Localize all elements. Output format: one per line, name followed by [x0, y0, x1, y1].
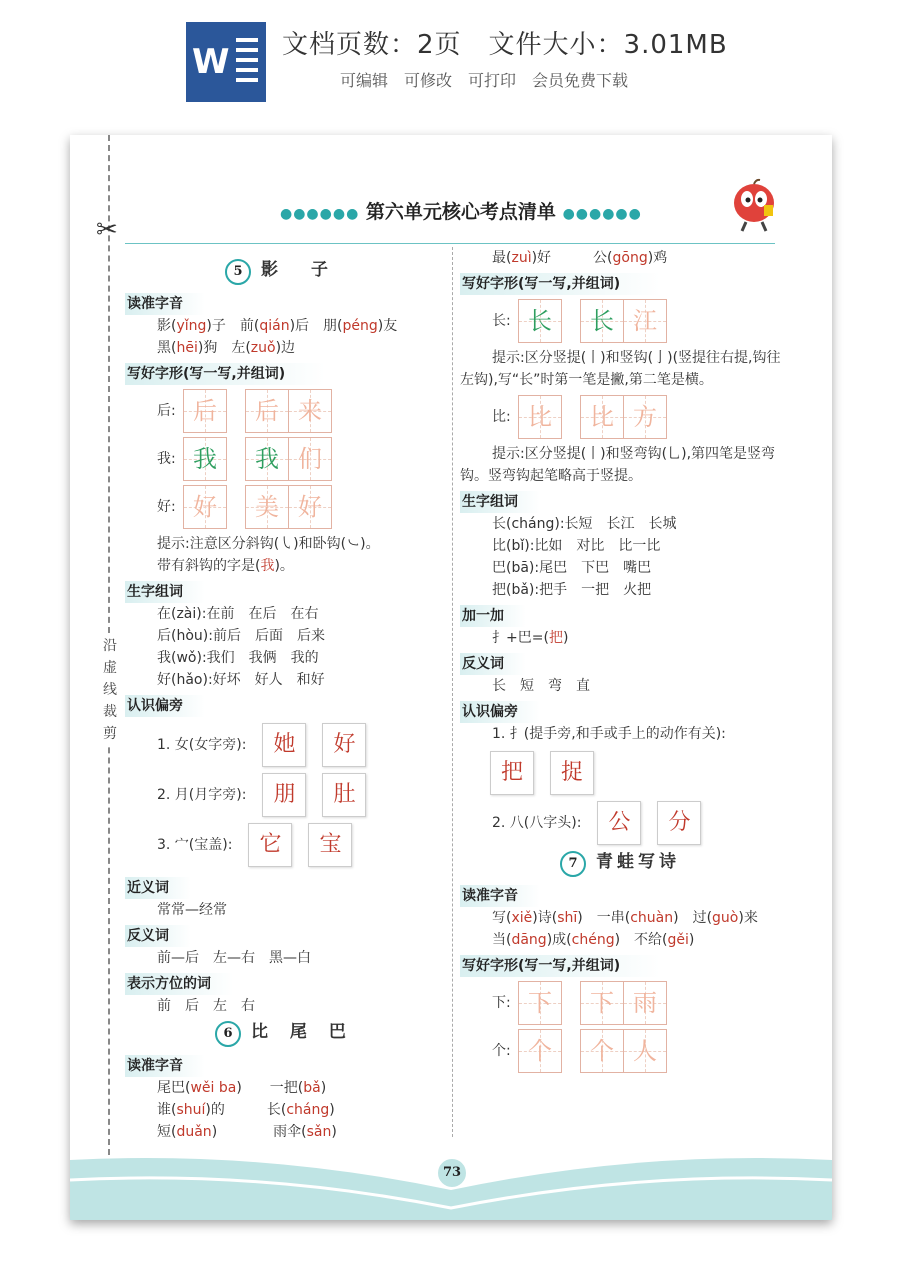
lesson-7-number: 7 — [560, 851, 586, 877]
tian-grid-box — [289, 389, 332, 433]
l7-read-line-2: 当(dāng)成(chéng) 不给(gěi) — [492, 932, 695, 948]
r-radical-2: 2. 八(八字头): — [492, 815, 582, 831]
lesson-7-heading — [560, 851, 790, 877]
grid-char: 方 — [633, 403, 657, 431]
tian-grid-box — [245, 485, 289, 529]
section-antonym-label: 反义词 — [125, 925, 191, 947]
l6-read-line-3: 短(duǎn) 雨伞(sǎn) — [157, 1124, 337, 1140]
pinyin-text: yǐng — [176, 318, 207, 334]
scissors-icon: ✂ — [96, 215, 118, 245]
r-write-rows-2 — [460, 395, 790, 439]
section-read-label: 读准字音 — [125, 293, 205, 315]
radical-example-char: 朋 — [262, 773, 306, 817]
document-page — [70, 135, 832, 1220]
radical-row — [157, 723, 445, 767]
word-list-item: 巴(bā):尾巴 下巴 嘴巴 — [492, 560, 652, 576]
l6-read-line-1: 尾巴(wěi ba) 一把(bǎ) — [157, 1080, 327, 1096]
radical-label: 3. 宀(宝盖): — [157, 837, 233, 853]
pinyin-text: zuì — [511, 250, 532, 266]
write-row — [157, 389, 445, 433]
l5-write-rows — [125, 389, 445, 529]
pinyin-text: hēi — [176, 340, 198, 356]
left-column — [125, 255, 445, 1143]
r-write-label-7: 写好字形(写一写,并组词) — [460, 955, 660, 977]
tian-grid-box — [518, 299, 562, 343]
word-grid-pair — [245, 389, 332, 433]
section-write-label: 写好字形(写一写,并组词) — [125, 363, 325, 385]
tian-grid-box — [183, 389, 227, 433]
pinyin-text: duǎn — [176, 1124, 212, 1140]
l5-tip-1: 提示:注意区分斜钩(㇂)和卧钩(㇃)。 — [157, 536, 380, 552]
r-antonym-text: 长 短 弯 直 — [492, 678, 590, 694]
write-row — [492, 299, 790, 343]
word-grid-pair — [580, 1029, 667, 1073]
pinyin-text: shuí — [176, 1102, 206, 1118]
radical-example-char: 捉 — [550, 751, 594, 795]
tian-grid-box — [245, 437, 289, 481]
write-row-label: 后: — [157, 403, 176, 419]
grid-char: 好 — [193, 493, 217, 521]
word-grid-pair — [580, 981, 667, 1025]
grid-char: 个 — [528, 1037, 552, 1065]
radical-example-char: 肚 — [322, 773, 366, 817]
apple-mascot-icon — [730, 177, 778, 233]
grid-char: 比 — [590, 403, 614, 431]
grid-char: 我 — [255, 445, 279, 473]
radical-example-char: 公 — [597, 801, 641, 845]
pinyin-text: dāng — [511, 932, 547, 948]
radical-example-char: 宝 — [308, 823, 352, 867]
l6-read-line-2: 谁(shuí)的 长(cháng) — [157, 1102, 335, 1118]
r-top-line: 最(zuì)好 公(gōng)鸡 — [492, 250, 668, 266]
grid-char: 长 — [528, 307, 552, 335]
grid-char: 下 — [528, 989, 552, 1017]
write-row — [492, 1029, 790, 1073]
pinyin-text: xiě — [511, 910, 533, 926]
tian-grid-box — [183, 437, 227, 481]
pinyin-text: chuàn — [630, 910, 674, 926]
word-grid-pair — [580, 299, 667, 343]
pinyin-text: guò — [712, 910, 739, 926]
word-list-item: 把(bǎ):把手 一把 火把 — [492, 582, 652, 598]
r-tip-b: 提示:区分竖提(丨)和竖弯钩(乚),第四笔是竖弯钩。竖弯钩起笔略高于竖提。 — [460, 446, 776, 484]
tian-grid-box — [245, 389, 289, 433]
tian-grid-box — [289, 485, 332, 529]
lesson-6-title: 比 尾 巴 — [251, 1022, 354, 1042]
r-add-label: 加一加 — [460, 605, 526, 627]
pinyin-text: cháng — [286, 1102, 330, 1118]
r-radical-1: 1. 扌(提手旁,和手或手上的动作有关): — [492, 726, 726, 742]
right-column — [460, 247, 790, 1077]
grid-char: 江 — [633, 307, 657, 335]
grid-char: 后 — [193, 397, 217, 425]
lesson-5-heading — [225, 259, 445, 285]
title-underline — [125, 243, 775, 244]
grid-char: 们 — [298, 445, 322, 473]
write-row — [157, 485, 445, 529]
title-dots-right: ●●●●●● — [562, 206, 642, 222]
r-read-label: 读准字音 — [460, 885, 540, 907]
tian-grid-box — [624, 981, 667, 1025]
pinyin-text: qián — [259, 318, 290, 334]
tian-grid-box — [518, 981, 562, 1025]
write-row-label: 比: — [492, 409, 511, 425]
write-row-label: 下: — [492, 995, 511, 1011]
grid-char: 来 — [298, 397, 322, 425]
word-list-item: 我(wǒ):我们 我俩 我的 — [157, 650, 319, 666]
write-row — [492, 981, 790, 1025]
section-radical-label: 认识偏旁 — [125, 695, 205, 717]
write-row-label: 长: — [492, 313, 511, 329]
l7-read-line-1: 写(xiě)诗(shī) 一串(chuàn) 过(guò)来 — [492, 910, 758, 926]
lesson-6-number: 6 — [215, 1021, 241, 1047]
section-direction-label: 表示方位的词 — [125, 973, 233, 995]
doc-info-title: 文档页数：2页 文件大小：3.01MB — [282, 30, 728, 60]
radical-label: 2. 月(月字旁): — [157, 787, 247, 803]
tian-grid-box — [580, 1029, 624, 1073]
r-radical-2-chars — [581, 801, 701, 845]
pinyin-text: chéng — [571, 932, 615, 948]
r-write-label: 写好字形(写一写,并组词) — [460, 273, 660, 295]
write-row — [157, 437, 445, 481]
l5-read-line-1: 影(yǐng)子 前(qián)后 朋(péng)友 — [157, 318, 398, 334]
unit-title — [280, 197, 642, 224]
radical-example-char: 把 — [490, 751, 534, 795]
tian-grid-box — [580, 395, 624, 439]
doc-lines-icon — [236, 38, 258, 88]
tian-grid-box — [624, 299, 667, 343]
write-row-label: 好: — [157, 499, 176, 515]
grid-char: 美 — [255, 493, 279, 521]
r-tip-a: 提示:区分竖提(丨)和竖钩(亅)(竖提往右提,钩往左钩),写“长”时第一笔是撇,第二笔是横。 — [460, 350, 781, 388]
section-words-label: 生字组词 — [125, 581, 205, 603]
r-write-rows-3 — [460, 981, 790, 1073]
radical-row — [157, 823, 445, 867]
write-row — [492, 395, 790, 439]
pinyin-text: shī — [557, 910, 578, 926]
grid-char: 下 — [590, 989, 614, 1017]
r-words-label: 生字组词 — [460, 491, 540, 513]
radical-label: 1. 女(女字旁): — [157, 737, 247, 753]
grid-char: 比 — [528, 403, 552, 431]
r-antonym-label: 反义词 — [460, 653, 526, 675]
antonym-text: 前—后 左—右 黑—白 — [157, 950, 311, 966]
doc-info-subtitle: 可编辑 可修改 可打印 会员免费下载 — [340, 71, 629, 90]
grid-char: 人 — [633, 1037, 657, 1065]
grid-char: 后 — [255, 397, 279, 425]
l5-read-line-2: 黑(hēi)狗 左(zuǒ)边 — [157, 340, 296, 356]
radical-example-char: 她 — [262, 723, 306, 767]
cut-hint: 沿虚线裁剪 — [100, 635, 120, 745]
r-radical-label: 认识偏旁 — [460, 701, 540, 723]
lesson-7-title: 青蛙写诗 — [596, 852, 680, 872]
tian-grid-box — [580, 299, 624, 343]
word-file-icon — [186, 22, 266, 102]
write-row-label: 个: — [492, 1043, 511, 1059]
word-grid-pair — [245, 437, 332, 481]
grid-char: 雨 — [633, 989, 657, 1017]
lesson-5-title: 影 子 — [261, 260, 336, 280]
word-list-item: 比(bǐ):比如 对比 比一比 — [492, 538, 661, 554]
r-write-rows-1 — [460, 299, 790, 343]
pinyin-text: sǎn — [306, 1124, 332, 1140]
radical-example-char: 好 — [322, 723, 366, 767]
word-letter-icon: W — [192, 42, 230, 82]
pinyin-text: wěi ba — [190, 1080, 237, 1096]
r-radical-1-chars — [474, 751, 790, 795]
pinyin-text: gōng — [612, 250, 648, 266]
grid-char: 好 — [298, 493, 322, 521]
word-grid-pair — [580, 395, 667, 439]
word-list-item: 后(hòu):前后 后面 后来 — [157, 628, 325, 644]
radical-example-char: 它 — [248, 823, 292, 867]
radical-example-char: 分 — [657, 801, 701, 845]
unit-title-text: 第六单元核心考点清单 — [365, 201, 556, 223]
l5-words-list — [125, 603, 445, 691]
word-list-item: 好(hǎo):好坏 好人 和好 — [157, 672, 325, 688]
pinyin-text: zuǒ — [250, 340, 276, 356]
pinyin-text: péng — [342, 318, 378, 334]
tian-grid-box — [624, 1029, 667, 1073]
direction-text: 前 后 左 右 — [157, 998, 255, 1014]
synonym-text: 常常—经常 — [157, 902, 227, 918]
tian-grid-box — [183, 485, 227, 529]
page-number: 73 — [436, 1157, 468, 1189]
title-dots-left: ●●●●●● — [280, 206, 360, 222]
section-synonym-label: 近义词 — [125, 877, 191, 899]
grid-char: 我 — [193, 445, 217, 473]
tian-grid-box — [518, 1029, 562, 1073]
pinyin-text: gěi — [667, 932, 689, 948]
word-grid-pair — [245, 485, 332, 529]
answer-text: 我 — [260, 558, 275, 574]
word-list-item: 在(zài):在前 在后 在右 — [157, 606, 319, 622]
word-list-item: 长(cháng):长短 长江 长城 — [492, 516, 677, 532]
grid-char: 长 — [590, 307, 614, 335]
tian-grid-box — [289, 437, 332, 481]
tian-grid-box — [580, 981, 624, 1025]
radical-row — [157, 773, 445, 817]
lesson-5-number: 5 — [225, 259, 251, 285]
tian-grid-box — [518, 395, 562, 439]
tian-grid-box — [624, 395, 667, 439]
pinyin-text: bǎ — [303, 1080, 321, 1096]
column-divider — [452, 247, 453, 1137]
answer-text: 把 — [548, 630, 563, 646]
section-read-label-6: 读准字音 — [125, 1055, 205, 1077]
l5-radical-rows — [125, 723, 445, 867]
write-row-label: 我: — [157, 451, 176, 467]
l5-tip-2: 带有斜钩的字是(我)。 — [157, 558, 294, 574]
r-radical-2-row — [492, 801, 790, 845]
grid-char: 个 — [590, 1037, 614, 1065]
lesson-6-heading — [215, 1021, 445, 1047]
r-add-text: 扌+巴=(把) — [492, 630, 569, 646]
r-words-list — [460, 513, 790, 601]
